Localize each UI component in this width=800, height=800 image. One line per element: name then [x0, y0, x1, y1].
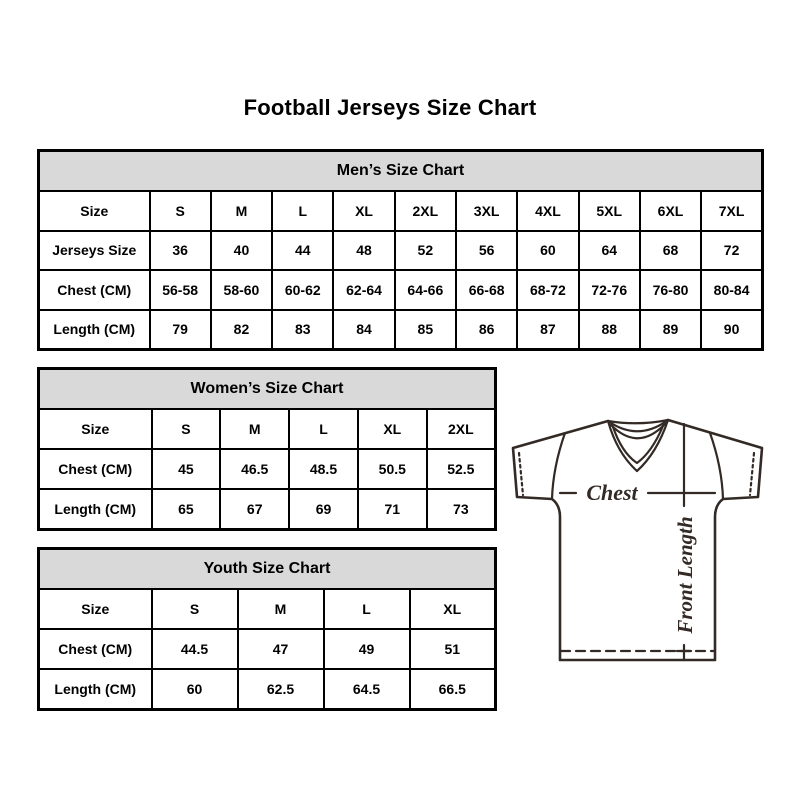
table-cell: 90	[701, 310, 762, 350]
table-cell: S	[152, 409, 221, 449]
page-title: Football Jerseys Size Chart	[243, 95, 537, 120]
table-title: Men’s Size Chart	[39, 151, 763, 192]
table-row	[39, 409, 496, 449]
youth-size-table	[37, 547, 497, 711]
table-cell: 44	[272, 231, 333, 271]
table-cell: 3XL	[456, 191, 517, 231]
table-title-row	[39, 151, 763, 192]
jersey-outline-shape	[513, 420, 762, 660]
table-cell: 82	[211, 310, 272, 350]
table-cell: 60	[152, 669, 238, 709]
table-cell: 76-80	[640, 270, 701, 310]
table-row	[39, 449, 496, 489]
table-cell: 68	[640, 231, 701, 271]
table-cell: 67	[220, 489, 289, 529]
table-cell: 73	[427, 489, 496, 529]
table-cell: S	[150, 191, 211, 231]
table-cell: 52.5	[427, 449, 496, 489]
left-armhole-seam	[552, 433, 565, 499]
table-cell: 5XL	[579, 191, 640, 231]
row-label: Size	[39, 191, 150, 231]
table-cell: 58-60	[211, 270, 272, 310]
table-cell: 60	[517, 231, 578, 271]
table-cell: XL	[333, 191, 394, 231]
row-label: Chest (CM)	[39, 270, 150, 310]
table-cell: 2XL	[427, 409, 496, 449]
table-cell: 62.5	[238, 669, 324, 709]
table-cell: 64	[579, 231, 640, 271]
table-row	[39, 231, 763, 271]
table-cell: 85	[395, 310, 456, 350]
table-cell: 88	[579, 310, 640, 350]
table-row	[39, 310, 763, 350]
table-cell: 50.5	[358, 449, 427, 489]
table-row	[39, 629, 496, 669]
jersey-measurement-diagram	[503, 411, 770, 673]
table-cell: 45	[152, 449, 221, 489]
table-cell: M	[238, 589, 324, 629]
table-cell: 71	[358, 489, 427, 529]
table-cell: 60-62	[272, 270, 333, 310]
table-cell: 36	[150, 231, 211, 271]
table-cell: 49	[324, 629, 410, 669]
table-cell: 69	[289, 489, 358, 529]
table-cell: 72	[701, 231, 762, 271]
womens-size-table	[37, 367, 497, 531]
table-cell: 62-64	[333, 270, 394, 310]
table-title: Youth Size Chart	[39, 549, 496, 590]
left-cuff-stitch-line	[519, 453, 523, 495]
table-row	[39, 489, 496, 529]
table-cell: 89	[640, 310, 701, 350]
table-cell: 66-68	[456, 270, 517, 310]
table-cell: 4XL	[517, 191, 578, 231]
table-cell: 87	[517, 310, 578, 350]
table-cell: L	[272, 191, 333, 231]
table-cell: XL	[410, 589, 496, 629]
table-cell: 66.5	[410, 669, 496, 709]
table-cell: 64.5	[324, 669, 410, 709]
table-cell: 48.5	[289, 449, 358, 489]
row-label: Chest (CM)	[39, 449, 152, 489]
table-cell: 64-66	[395, 270, 456, 310]
row-label: Chest (CM)	[39, 629, 152, 669]
table-cell: 84	[333, 310, 394, 350]
table-cell: 44.5	[152, 629, 238, 669]
table-cell: 6XL	[640, 191, 701, 231]
right-armhole-seam	[710, 433, 723, 499]
table-cell: 40	[211, 231, 272, 271]
row-label: Length (CM)	[39, 669, 152, 709]
table-cell: 52	[395, 231, 456, 271]
table-cell: 68-72	[517, 270, 578, 310]
table-cell: L	[324, 589, 410, 629]
table-row	[39, 669, 496, 709]
row-label: Jerseys Size	[39, 231, 150, 271]
table-title-row	[39, 369, 496, 410]
row-label: Length (CM)	[39, 489, 152, 529]
table-cell: 56-58	[150, 270, 211, 310]
table-row	[39, 589, 496, 629]
collar-top-line	[608, 420, 668, 423]
table-cell: 65	[152, 489, 221, 529]
row-label: Size	[39, 589, 152, 629]
row-label: Size	[39, 409, 152, 449]
table-cell: 72-76	[579, 270, 640, 310]
table-cell: M	[220, 409, 289, 449]
table-cell: 47	[238, 629, 324, 669]
table-cell: 2XL	[395, 191, 456, 231]
table-cell: 46.5	[220, 449, 289, 489]
front-length-measure-label: Front Length	[673, 516, 697, 634]
table-cell: 48	[333, 231, 394, 271]
chest-measure-label: Chest	[586, 480, 638, 505]
table-cell: M	[211, 191, 272, 231]
table-cell: 79	[150, 310, 211, 350]
table-cell: XL	[358, 409, 427, 449]
table-cell: 80-84	[701, 270, 762, 310]
row-label: Length (CM)	[39, 310, 150, 350]
table-cell: 51	[410, 629, 496, 669]
table-row	[39, 270, 763, 310]
table-cell: 7XL	[701, 191, 762, 231]
table-row	[39, 191, 763, 231]
table-cell: 83	[272, 310, 333, 350]
mens-size-table	[37, 149, 764, 351]
right-cuff-stitch-line	[750, 453, 754, 495]
table-title-row	[39, 549, 496, 590]
table-cell: S	[152, 589, 238, 629]
table-cell: 86	[456, 310, 517, 350]
table-title: Women’s Size Chart	[39, 369, 496, 410]
table-cell: 56	[456, 231, 517, 271]
table-cell: L	[289, 409, 358, 449]
